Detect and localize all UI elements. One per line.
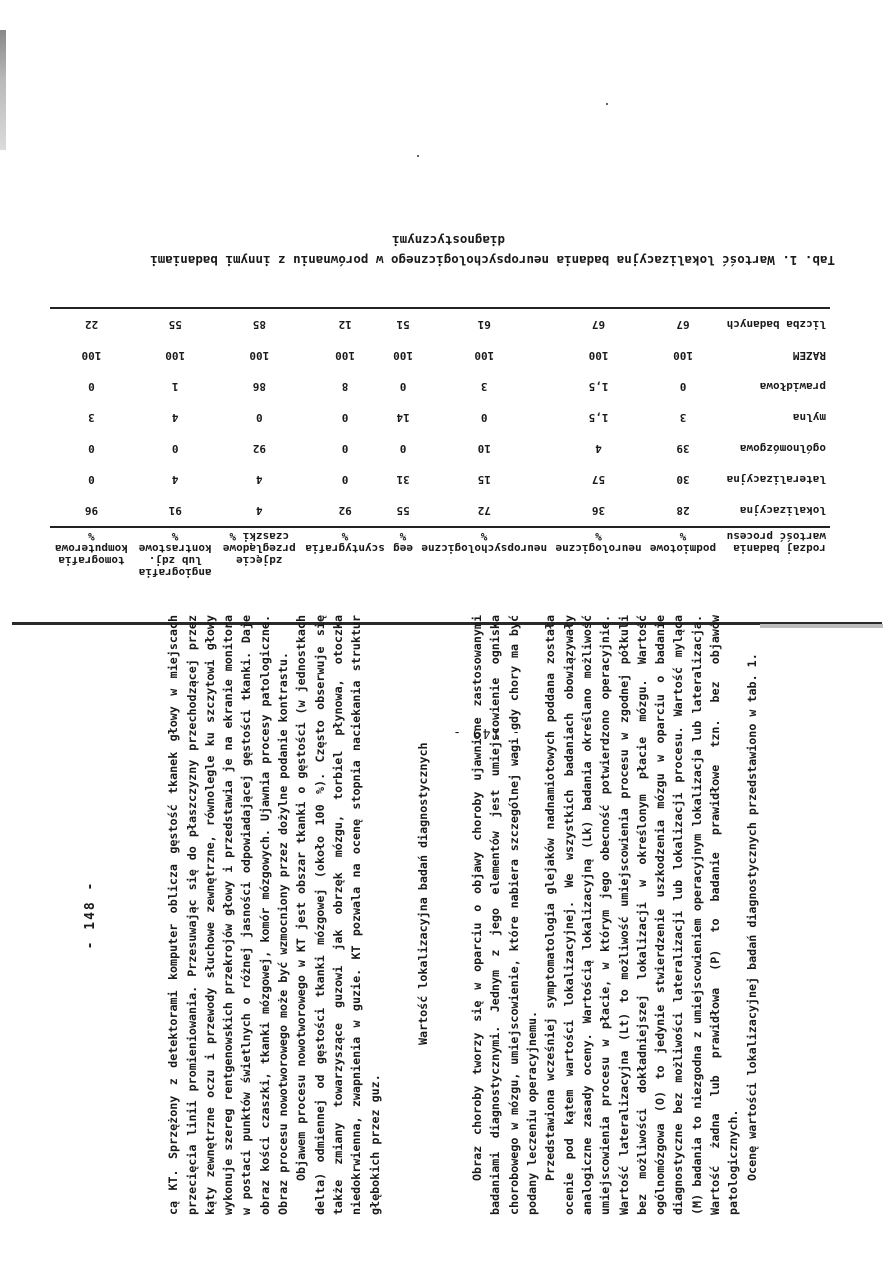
table-cell: 1,5 xyxy=(588,411,609,424)
table-cell: 3 xyxy=(679,411,687,424)
table-cell: 0 xyxy=(88,473,95,486)
column-header: eeg % xyxy=(389,527,417,580)
table-cell: 0 xyxy=(256,411,263,424)
table-cell: 1,5 xyxy=(588,380,609,393)
table-cell: 0 xyxy=(341,411,349,424)
paragraph: Objawem procesu nowotworowego w KT jest obszar tkanki o gęstości (w jednostkach delta) odmiennej od gęstości tkanki mózgowej (około 100 %). Często obserwuje się także zmiany towarzyszące guzowi jak obrzęk mózgu, torbiel płynowa, otoczka niedokrwienna, zwapnienia w guzie. KT pozwala na ocenę stopnia naciekania struktur głębokich przez guz. xyxy=(294,615,382,1215)
table-cell: 100 xyxy=(673,349,693,362)
table-row xyxy=(50,464,830,495)
table-cell: 100 xyxy=(393,349,414,362)
table-cell: 72 xyxy=(477,504,491,517)
column-header: zdjęcie przeglądowe czaszki % xyxy=(217,527,301,580)
column-header: neurologiczne % xyxy=(551,527,645,580)
table-cell: 86 xyxy=(252,380,266,393)
table-row xyxy=(50,433,830,464)
table-cell: 1 xyxy=(171,380,179,393)
table-cell: 39 xyxy=(676,442,690,455)
row-label: lateralizacyjna xyxy=(726,473,826,486)
table-cell: 0 xyxy=(679,380,687,393)
table-header-row xyxy=(50,527,830,580)
table-cell: 0 xyxy=(341,473,349,486)
paragraph: cą KT. Sprzężony z detektorami komputer oblicza gęstość tkanek głowy w miejscach przecięcia linii promieniowania. Przesuwając się do płaszczyzny przechodzącej przez kąty zewnętrzne oczu i przewody słuchowe zewnętrzne, równolegle ku szczytowi głowy wykonuje szereg rentgenowskich przekrojów głowy i przedstawia je na ekranie monitora w postaci punktów świetlnych o różnej jasności odpowiadającej gęstości tkanki. Daje obraz kości czaszki, tkanki mózgowej, komór mózgowych. Ujawnia procesy patologiczne. Obraz procesu nowotworowego może być wzmocniony przez dożylne podanie kontrastu. xyxy=(166,615,291,1215)
table-cell: 85 xyxy=(217,308,301,340)
paragraph: Obraz choroby tworzy się w oparciu o objawy choroby ujawnione zastosowanymi badaniami diagnostycznymi. Jednym z jego elementów jest umiejscowienie ogniska chorobowego w mózgu, umiejscowienie, które nabiera szczególnej wagi gdy chory ma być podany leczeniu operacyjnemu. xyxy=(470,615,540,1215)
column-header: angiografia lub zdj. kontrastowe % xyxy=(133,527,218,580)
scan-speck xyxy=(606,103,608,105)
row-label: RAZEM xyxy=(792,349,826,362)
table-cell: 100 xyxy=(474,349,495,362)
table-row xyxy=(50,495,830,527)
page-fold-shadow xyxy=(760,624,883,628)
table-cell: 4 xyxy=(256,473,263,486)
table-cell: 0 xyxy=(88,442,95,455)
table-caption xyxy=(55,230,835,270)
section-heading: Wartość lokalizacyjna badań diagnostycznych xyxy=(415,742,430,1045)
row-label: ogólnomózgowa xyxy=(739,442,826,455)
table-cell: 67 xyxy=(646,308,721,340)
table-cell: 92 xyxy=(338,504,352,517)
row-label: liczba badanych xyxy=(720,308,830,340)
table-cell: 31 xyxy=(396,473,410,486)
table-cell: 4 xyxy=(595,442,602,455)
table-cell: 4 xyxy=(171,411,179,424)
paragraph: Przedstawiona wcześniej symptomatologia glejaków nadnamiotowych poddana została ocenie pod kątem wartości lokalizacyjnej. We wszystkich badaniach obowiązywały analogiczne zasady oceny. Wartością lokalizacyjną (Lk) badania określano możliwość umiejscowienia procesu w płacie, w którym jego obecność potwierdzono operacyjnie. Wartość lateralizacyjna (Lt) to możliwość umiejscowienia procesu w zgodnej półkuli bez możliwości dokładniejszej lokalizacji w określonym płacie mózgu. Wartość ogólnomózgowa (O) to jedynie stwierdzenie uszkodzenia mózgu w oparciu o badanie diagnostyczne bez możliwości lateralizacji lub lokalizacji procesu. Wartość myląca (M) badania to niezgodna z umiejscowieniem operacyjnym lokalizacja lub lateralizacja. Wartość żadna lub prawidłowa (P) to badanie prawidłowe tzn. bez objawów patologicznych. xyxy=(543,615,741,1215)
table-cell: 100 xyxy=(335,349,356,362)
table-cell: 8 xyxy=(341,380,349,393)
table-cell: 100 xyxy=(588,349,609,362)
table-row xyxy=(50,308,830,340)
caption-line: Tab. 1. Wartość lokalizacyjna badania neuropsychologicznego w porównaniu z innymi badaniami xyxy=(150,253,835,268)
row-label: lokalizacyjna xyxy=(739,504,826,517)
table-cell: 55 xyxy=(396,504,410,517)
column-header: neuropsychologiczne % xyxy=(417,527,551,580)
table-cell: 92 xyxy=(252,442,266,455)
caption-line: diagnostycznymi xyxy=(392,233,505,248)
table-cell: 3 xyxy=(88,411,95,424)
table-cell: 55 xyxy=(133,308,218,340)
table-cell: 100 xyxy=(165,349,186,362)
table-cell: 4 xyxy=(256,504,263,517)
table-cell: 91 xyxy=(168,504,182,517)
table-cell: 96 xyxy=(84,504,99,517)
table-cell: 57 xyxy=(591,473,606,486)
table-cell: 12 xyxy=(301,308,389,340)
table-cell: 36 xyxy=(591,504,606,517)
table-cell: 3 xyxy=(480,380,488,393)
column-header: rodzaj badania wartość procesu xyxy=(720,527,830,580)
table-cell: 28 xyxy=(676,504,690,517)
table-cell: 4 xyxy=(171,473,179,486)
table-cell: 100 xyxy=(81,349,102,362)
column-header: scyntygrafia % xyxy=(301,527,389,580)
table-cell: 30 xyxy=(676,473,690,486)
table-row xyxy=(50,340,830,371)
table-cell: 0 xyxy=(88,380,95,393)
table-cell: 0 xyxy=(480,411,488,424)
page-number-148: - 148 - xyxy=(83,880,98,950)
table-cell: 61 xyxy=(417,308,551,340)
paragraph: Ocenę wartości lokalizacyjnej badań diagnostycznych przedstawiono w tab. 1. xyxy=(744,653,759,1181)
table-cell: 100 xyxy=(249,349,270,362)
column-header: podmiotowe % xyxy=(646,527,721,580)
page-number-149: - 149 - xyxy=(451,725,520,740)
table-cell: 14 xyxy=(396,411,410,424)
table-cell: 22 xyxy=(50,308,133,340)
table-page xyxy=(40,200,880,740)
table-cell: 10 xyxy=(477,442,491,455)
table-cell: 0 xyxy=(399,442,407,455)
scan-speck xyxy=(417,155,419,157)
table-cell: 51 xyxy=(389,308,417,340)
row-label: prawidłowa xyxy=(759,380,826,393)
text-page xyxy=(82,615,759,1215)
table-row xyxy=(50,402,830,433)
column-header: tomografia komputerowa % xyxy=(50,527,133,580)
table-cell: 0 xyxy=(399,380,407,393)
table-cell: 0 xyxy=(171,442,179,455)
row-label: mylna xyxy=(792,411,826,424)
localization-table xyxy=(50,307,830,580)
table-cell: 15 xyxy=(477,473,491,486)
table-row xyxy=(50,371,830,402)
table-cell: 67 xyxy=(551,308,645,340)
scan-edge-shadow xyxy=(0,30,6,150)
table-cell: 0 xyxy=(341,442,349,455)
